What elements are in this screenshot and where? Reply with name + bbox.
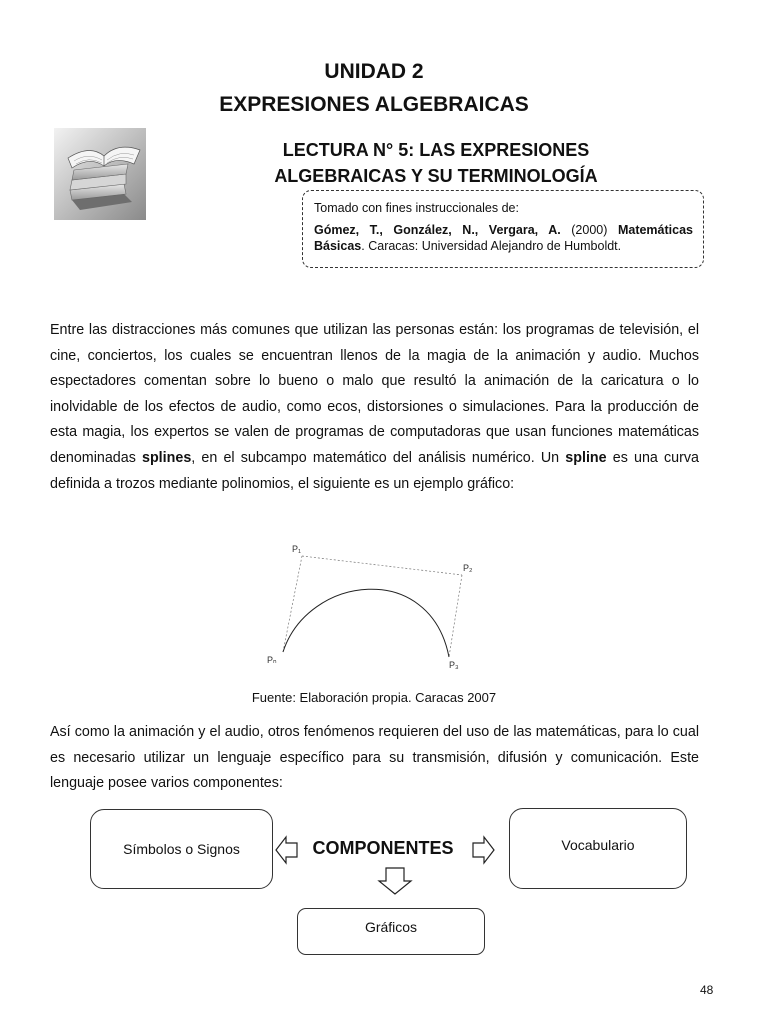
- component-box-vocabulary: Vocabulario: [509, 808, 687, 889]
- term-splines: splines: [142, 449, 192, 466]
- reading-title: [240, 137, 632, 189]
- spline-curve: [283, 589, 449, 657]
- page-number: 48: [700, 983, 714, 997]
- control-line: [302, 556, 462, 575]
- intro-paragraph: [50, 318, 699, 497]
- unit-subtitle: EXPRESIONES ALGEBRAICAS: [219, 93, 529, 116]
- paragraph-text: Entre las distracciones más comunes que utilizan las personas están: los programas de televisión, el cine, conciertos, los cuales se encuentran llenos de la magia de la animación y audio. Muchos espectadores comentan sobre lo bueno o malo que resultó la animación de la caricatura o lo inolvidable de los efectos de audio, como ecos, distorsiones o simulaciones. Para la producción de esta magia, los expertos se valen de programas de computadoras que usan funciones matemáticas denominadas: [50, 322, 699, 466]
- components-label: COMPONENTES: [312, 838, 454, 858]
- control-line: [449, 575, 462, 657]
- paragraph-text: , en el subcampo matemático del análisis numérico. Un: [191, 449, 566, 466]
- source-citation-box: [302, 190, 704, 268]
- source-publisher: . Caracas: Universidad Alejandro de Humboldt.: [361, 239, 622, 253]
- spline-figure: [240, 535, 520, 680]
- point-label-p1: P₁: [292, 544, 302, 554]
- paragraph-text: es una curva definida a trozos mediante polinomios, el siguiente es un ejemplo gráfico:: [50, 449, 699, 492]
- component-box-graphics: Gráficos: [297, 908, 485, 955]
- reading-title-line2: ALGEBRAICAS Y SU TERMINOLOGÍA: [274, 166, 598, 186]
- point-label-pn: Pₙ: [267, 655, 277, 665]
- point-label-p3: P₃: [449, 660, 459, 670]
- component-box-symbols: Símbolos o Signos: [90, 809, 273, 889]
- components-paragraph: Así como la animación y el audio, otros fenómenos requieren del uso de las matemáticas, para lo cual es necesario utilizar un lenguaje específico para su transmisión, difusión y comunicación. Este lenguaje posee varios componentes:: [50, 724, 699, 792]
- left-arrow-icon: [276, 837, 297, 863]
- source-book-title: Matemáticas Básicas: [314, 223, 693, 253]
- down-arrow-icon: [379, 868, 411, 894]
- books-illustration: [54, 128, 146, 220]
- source-reference: [314, 222, 693, 254]
- figure-caption: Fuente: Elaboración propia. Caracas 2007: [251, 690, 497, 705]
- source-authors: Gómez, T., González, N., Vergara, A.: [314, 223, 561, 237]
- unit-title: UNIDAD 2: [324, 60, 424, 83]
- right-arrow-icon: [473, 837, 494, 863]
- point-label-p2: P₂: [463, 563, 473, 573]
- term-spline: spline: [565, 449, 607, 466]
- control-line: [283, 556, 302, 652]
- source-year: (2000): [560, 223, 618, 237]
- reading-title-line1: LECTURA N° 5: LAS EXPRESIONES: [282, 140, 590, 160]
- source-intro: Tomado con fines instruccionales de:: [314, 201, 519, 215]
